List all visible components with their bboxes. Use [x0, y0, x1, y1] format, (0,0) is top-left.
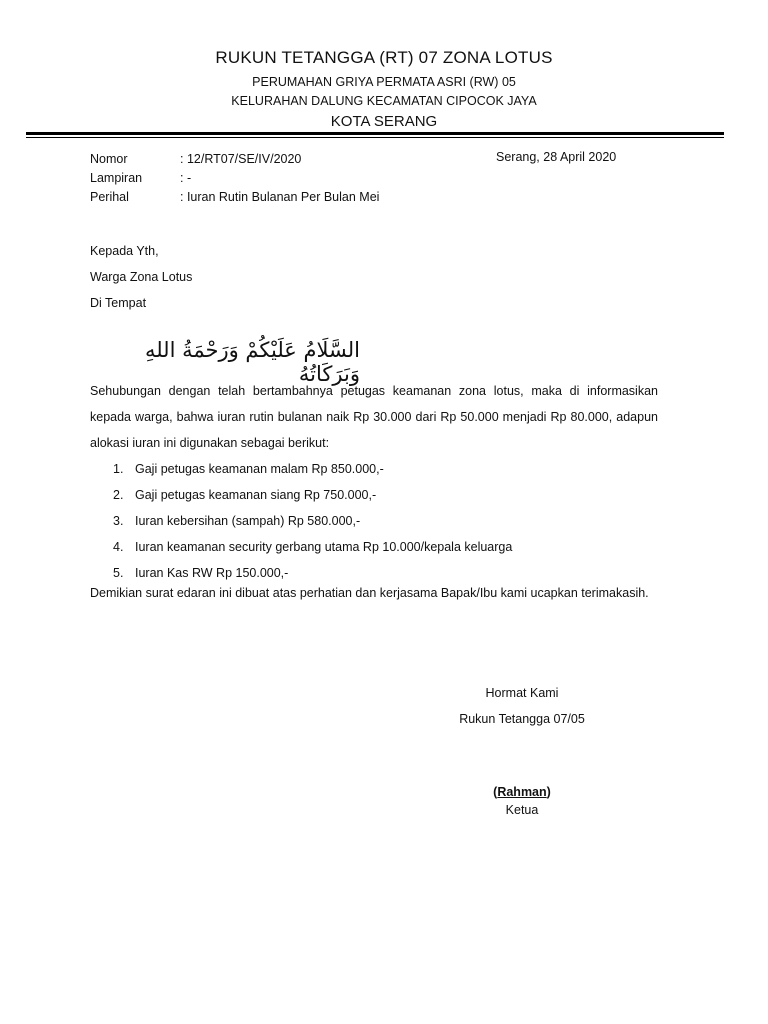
list-item-number: 2. — [113, 488, 124, 502]
nomor-label: Nomor — [90, 152, 128, 166]
recipient-name: Warga Zona Lotus — [90, 270, 193, 284]
signatory-name-text: Rahman — [497, 785, 547, 799]
letterhead-subtitle-district: KELURAHAN DALUNG KECAMATAN CIPOCOK JAYA — [231, 94, 537, 108]
list-item-text: Gaji petugas keamanan malam Rp 850.000,- — [135, 462, 384, 476]
letterhead-subtitle-housing: PERUMAHAN GRIYA PERMATA ASRI (RW) 05 — [252, 75, 516, 89]
recipient-salutation: Kepada Yth, — [90, 244, 159, 258]
list-item-text: Gaji petugas keamanan siang Rp 750.000,- — [135, 488, 377, 502]
list-item-number: 3. — [113, 514, 124, 528]
perihal-value: : Iuran Rutin Bulanan Per Bulan Mei — [180, 190, 380, 204]
letterhead-divider-thick — [26, 132, 724, 135]
list-item-number: 1. — [113, 462, 124, 476]
signature-regards: Hormat Kami — [485, 686, 559, 700]
arabic-greeting: السَّلَامُ عَلَيْكُمْ وَرَحْمَةُ اللهِ وَبَرَكَاتُهُ — [144, 338, 360, 386]
list-item-text: Iuran kebersihan (sampah) Rp 580.000,- — [135, 514, 361, 528]
signatory-role: Ketua — [505, 803, 539, 817]
perihal-label: Perihal — [90, 190, 129, 204]
letterhead-title: RUKUN TETANGGA (RT) 07 ZONA LOTUS — [215, 48, 553, 67]
recipient-place: Di Tempat — [90, 296, 147, 310]
body-paragraph: Sehubungan dengan telah bertambahnya petugas keamanan zona lotus, maka di informasikan kepada warga, bahwa iuran rutin bulanan naik Rp 30.000 dari Rp 50.000 menjadi Rp 80.000, adapun alokasi iuran ini digunakan sebagai berikut: — [90, 384, 658, 450]
list-item — [90, 482, 670, 508]
list-item-number: 4. — [113, 540, 124, 554]
signatory-paren-open: ( — [493, 785, 498, 799]
list-item-number: 5. — [113, 566, 124, 580]
list-item — [90, 456, 670, 482]
letterhead-city: KOTA SERANG — [330, 113, 438, 130]
letterhead-divider-thin — [26, 137, 724, 138]
closing-paragraph: Demikian surat edaran ini dibuat atas perhatian dan kerjasama Bapak/Ibu kami ucapkan terimakasih. — [90, 586, 649, 600]
signature-organization: Rukun Tetangga 07/05 — [459, 712, 585, 726]
list-item — [90, 560, 670, 586]
list-item-text: Iuran Kas RW Rp 150.000,- — [135, 566, 289, 580]
lampiran-label: Lampiran — [90, 171, 143, 185]
list-item-text: Iuran keamanan security gerbang utama Rp 10.000/kepala keluarga — [135, 540, 513, 554]
lampiran-value: : - — [180, 171, 192, 185]
list-item — [90, 534, 670, 560]
list-item — [90, 508, 670, 534]
place-date: Serang, 28 April 2020 — [496, 150, 617, 164]
nomor-value: : 12/RT07/SE/IV/2020 — [180, 152, 302, 166]
signatory-paren-close: ) — [546, 785, 551, 799]
signatory-name — [460, 785, 584, 799]
allocation-list — [90, 456, 670, 586]
